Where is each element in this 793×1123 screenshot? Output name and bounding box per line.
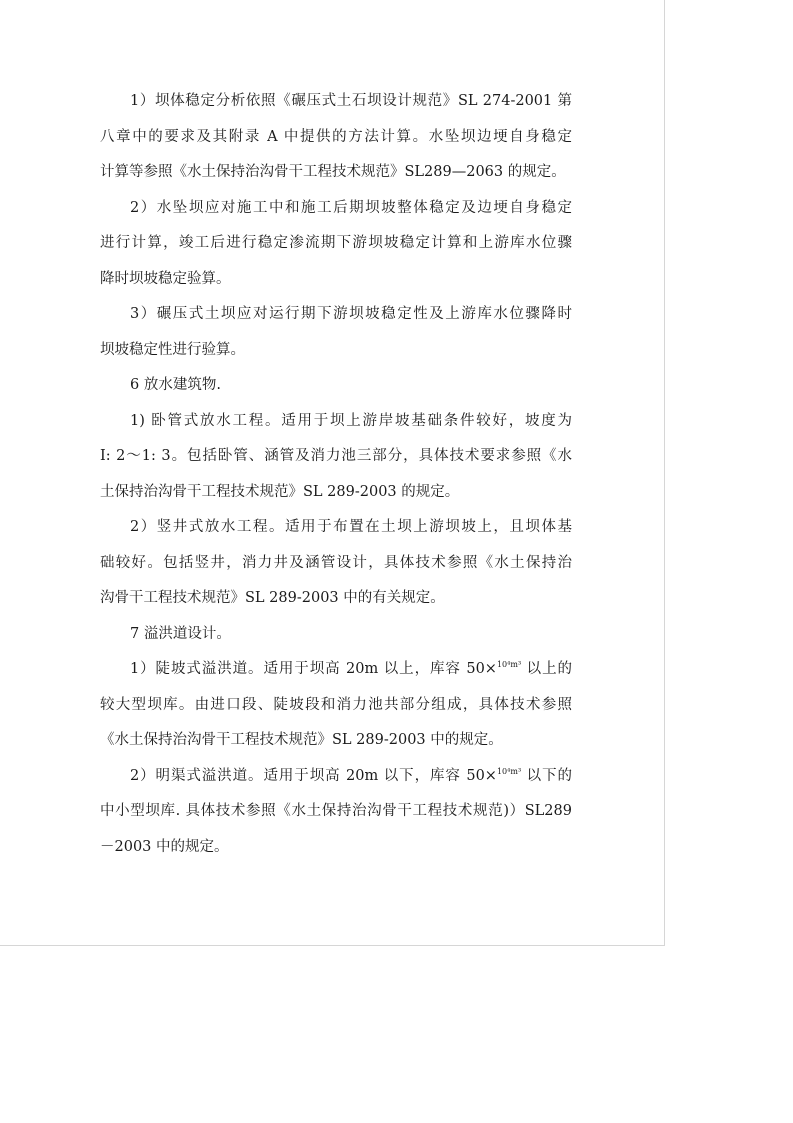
text-line: －2003 中的规定。 xyxy=(100,838,229,855)
text-line: 降时坝坡稳定验算。 xyxy=(100,270,231,287)
text-line: 7 溢洪道设计。 xyxy=(130,625,231,642)
document-body xyxy=(100,88,572,869)
text-line: 3）碾压式土坝应对运行期下游坝坡稳定性及上游库水位骤降时 xyxy=(130,306,572,322)
text-line xyxy=(100,656,572,682)
text-line: 进行计算，竣工后进行稳定渗流期下游坝坡稳定计算和上游库水位骤 xyxy=(100,235,572,251)
text-line: 1) 卧管式放水工程。适用于坝上游岸坡基础条件较好，坡度为 xyxy=(130,412,572,429)
text-line: 《水土保持治沟骨干工程技术规范》SL 289-2003 中的规定。 xyxy=(100,732,503,748)
text-line xyxy=(100,763,572,789)
text-segment: 以上的 xyxy=(521,661,573,677)
text-line: 坝坡稳定性进行验算。 xyxy=(100,341,245,358)
text-line: 中小型坝库. 具体技术参照《水土保持治沟骨干工程技术规范)）SL289 xyxy=(100,803,572,819)
text-line: 土保持治沟骨干工程技术规范》SL 289-2003 的规定。 xyxy=(100,483,460,500)
text-line: 较大型坝库。由进口段、陡坡段和消力池共部分组成，具体技术参照 xyxy=(100,696,572,713)
text-line: 八章中的要求及其附录 A 中提供的方法计算。水坠坝边埂自身稳定 xyxy=(100,128,572,145)
text-line: 2）水坠坝应对施工中和施工后期坝坡整体稳定及边埂自身稳定 xyxy=(130,199,572,216)
text-line: I: 2～1: 3。包括卧管、涵管及消力池三部分，具体技术要求参照《水 xyxy=(100,448,572,464)
text-segment: 1）陡坡式溢洪道。适用于坝高 20m 以上，库容 50× xyxy=(130,661,497,677)
text-line: 础较好。包括竖井，消力井及涵管设计，具体技术参照《水土保持治 xyxy=(100,554,572,571)
superscript-unit: 10⁴m³ xyxy=(496,660,522,669)
text-line: 6 放水建筑物. xyxy=(130,377,221,393)
text-line: 沟骨干工程技术规范》SL 289-2003 中的有关规定。 xyxy=(100,590,445,606)
text-line: 计算等参照《水土保持治沟骨干工程技术规范》SL289—2063 的规定。 xyxy=(100,164,566,180)
text-line: 1）坝体稳定分析依照《碾压式土石坝设计规范》SL 274-2001 第 xyxy=(130,93,572,109)
superscript-unit: 10⁴m³ xyxy=(496,766,522,776)
text-segment: 2）明渠式溢洪道。适用于坝高 20m 以下，库容 50× xyxy=(130,767,497,784)
text-segment: 以下的 xyxy=(521,767,573,784)
text-line: 2）竖井式放水工程。适用于布置在土坝上游坝坡上，且坝体基 xyxy=(130,519,572,535)
